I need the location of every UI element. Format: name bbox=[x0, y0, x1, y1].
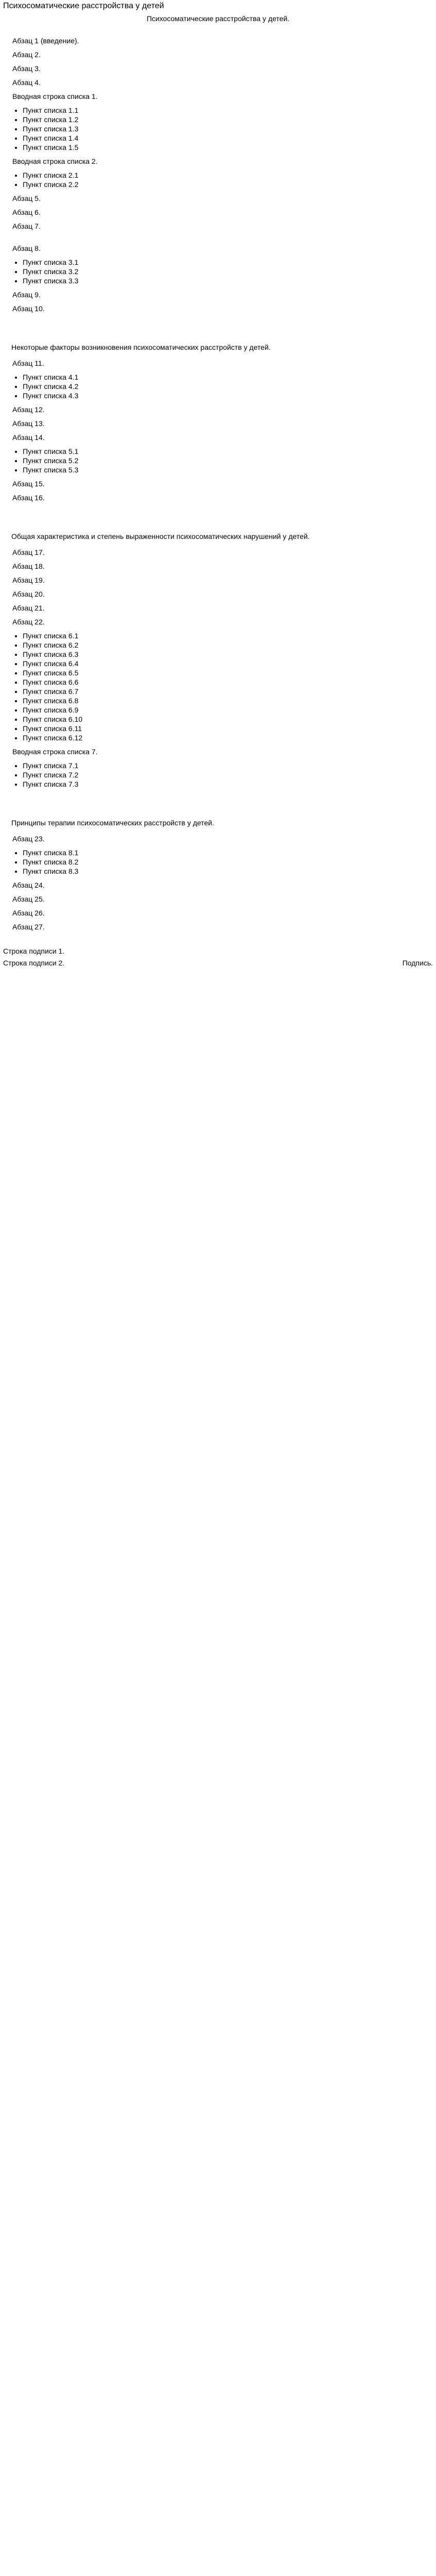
list-item: • Пункт списка 1.3 bbox=[23, 125, 433, 133]
list-item: • Пункт списка 7.1 bbox=[23, 761, 433, 770]
body-paragraph: Абзац 17. bbox=[12, 548, 45, 556]
body-paragraph: Абзац 20. bbox=[12, 590, 45, 598]
section-heading: Принципы терапии психосоматических расстройств у детей. bbox=[11, 819, 214, 827]
list-item: • Пункт списка 5.2 bbox=[23, 456, 433, 465]
bullet-list bbox=[3, 171, 433, 189]
list-item: • Пункт списка 3.1 bbox=[23, 258, 433, 267]
list-item: • Пункт списка 7.2 bbox=[23, 771, 433, 779]
body-paragraph: Абзац 11. bbox=[12, 359, 44, 367]
intro-paragraph: Абзац 4. bbox=[12, 78, 41, 87]
bullet-list bbox=[3, 761, 433, 789]
list-item: • Пункт списка 8.1 bbox=[23, 849, 433, 857]
author-position: Строка подписи 1. bbox=[3, 947, 65, 955]
bullet-list bbox=[3, 373, 433, 400]
body-paragraph: Абзац 15. bbox=[12, 480, 45, 488]
list-item: • Пункт списка 2.1 bbox=[23, 171, 433, 180]
body-paragraph: Абзац 14. bbox=[12, 433, 45, 442]
list-item: • Пункт списка 6.8 bbox=[23, 697, 433, 705]
body-paragraph: Абзац 7. bbox=[12, 222, 41, 230]
bullet-list bbox=[3, 849, 433, 876]
list-item: • Пункт списка 3.2 bbox=[23, 267, 433, 276]
list-item: • Пункт списка 4.3 bbox=[23, 392, 433, 400]
list-item: • Пункт списка 6.7 bbox=[23, 687, 433, 696]
list-item: • Пункт списка 1.4 bbox=[23, 134, 433, 143]
bullet-list bbox=[3, 106, 433, 152]
list-intro: Вводная строка списка 2. bbox=[12, 157, 98, 165]
document-subtitle: Психосоматические расстройства у детей. bbox=[146, 14, 290, 23]
body-paragraph: Абзац 13. bbox=[12, 419, 45, 428]
body-paragraph: Абзац 21. bbox=[12, 604, 45, 612]
body-paragraph: Абзац 12. bbox=[12, 405, 45, 414]
list-item: • Пункт списка 5.1 bbox=[23, 447, 433, 456]
list-item: • Пункт списка 2.2 bbox=[23, 180, 433, 189]
author-signature-line bbox=[3, 959, 433, 968]
list-intro: Вводная строка списка 7. bbox=[12, 748, 98, 756]
list-item: • Пункт списка 6.2 bbox=[23, 641, 433, 650]
list-item: • Пункт списка 7.3 bbox=[23, 780, 433, 789]
list-item: • Пункт списка 6.12 bbox=[23, 734, 433, 742]
list-item: • Пункт списка 6.1 bbox=[23, 632, 433, 640]
list-intro: Вводная строка списка 1. bbox=[12, 92, 98, 100]
list-item: • Пункт списка 6.3 bbox=[23, 650, 433, 659]
bullet-list bbox=[3, 447, 433, 474]
list-item: • Пункт списка 6.10 bbox=[23, 715, 433, 724]
body-paragraph: Абзац 25. bbox=[12, 895, 45, 903]
bullet-list bbox=[3, 258, 433, 285]
body-paragraph: Абзац 8. bbox=[12, 244, 41, 252]
author-name: Подпись. bbox=[402, 959, 433, 967]
list-item: • Пункт списка 1.2 bbox=[23, 115, 433, 124]
list-item: • Пункт списка 1.1 bbox=[23, 106, 433, 115]
list-item: • Пункт списка 5.3 bbox=[23, 466, 433, 474]
body-paragraph: Абзац 10. bbox=[12, 304, 45, 313]
body-paragraph: Абзац 23. bbox=[12, 835, 45, 843]
list-item: • Пункт списка 6.9 bbox=[23, 706, 433, 715]
list-item: • Пункт списка 8.3 bbox=[23, 867, 433, 876]
body-paragraph: Абзац 18. bbox=[12, 562, 45, 570]
section-heading: Общая характеристика и степень выраженности психосоматических нарушений у детей. bbox=[11, 532, 310, 540]
list-item: • Пункт списка 4.1 bbox=[23, 373, 433, 382]
body-paragraph: Абзац 16. bbox=[12, 494, 45, 502]
section-heading: Некоторые факторы возникновения психосоматических расстройств у детей. bbox=[11, 343, 271, 351]
intro-paragraph: Абзац 2. bbox=[12, 50, 41, 59]
body-paragraph: Абзац 19. bbox=[12, 576, 45, 584]
list-item: • Пункт списка 8.2 bbox=[23, 858, 433, 867]
bullet-list bbox=[3, 632, 433, 742]
body-paragraph: Абзац 26. bbox=[12, 909, 45, 917]
list-item: • Пункт списка 3.3 bbox=[23, 277, 433, 285]
document-page bbox=[0, 1, 436, 968]
body-paragraph: Абзац 22. bbox=[12, 618, 45, 626]
body-paragraph: Абзац 6. bbox=[12, 208, 41, 216]
list-item: • Пункт списка 6.5 bbox=[23, 669, 433, 677]
intro-paragraph: Абзац 3. bbox=[12, 64, 41, 73]
list-item: • Пункт списка 6.4 bbox=[23, 659, 433, 668]
list-item: • Пункт списка 6.11 bbox=[23, 724, 433, 733]
body-paragraph: Абзац 9. bbox=[12, 291, 41, 299]
list-item: • Пункт списка 1.5 bbox=[23, 143, 433, 152]
list-item: • Пункт списка 4.2 bbox=[23, 382, 433, 391]
organization-name: Строка подписи 2. bbox=[3, 959, 65, 967]
body-paragraph: Абзац 5. bbox=[12, 194, 41, 202]
author-footer bbox=[3, 947, 433, 968]
intro-paragraph: Абзац 1 (введение). bbox=[12, 37, 79, 45]
page-title: Психосоматические расстройства у детей bbox=[3, 2, 164, 10]
body-paragraph: Абзац 24. bbox=[12, 881, 45, 889]
list-item: • Пункт списка 6.6 bbox=[23, 678, 433, 687]
body-paragraph: Абзац 27. bbox=[12, 923, 45, 931]
